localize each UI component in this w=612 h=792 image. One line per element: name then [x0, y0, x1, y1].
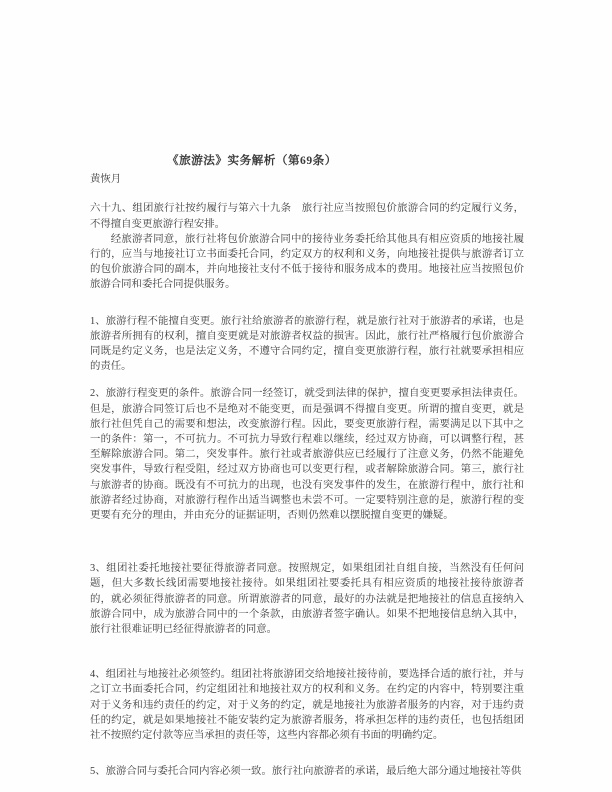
paragraph-point-4: 4、组团社与地接社必须签约。组团社将旅游团交给地接社接待前，要选择合适的旅行社，并与之订立书面委托合同，约定组团社和地接社双方的权利和义务。在约定的内容中，特别要注重对于义务和违约责任的约定，对于义务的约定，就是地接社为旅游者服务的内容，对于违约责任的约定，就是如果地接社不能安装约定为旅游者服务，将承担怎样的违约责任，也包括组团社不按照约定付款等应当承担的责任等，这些内容都必须有书面的明确约定。	[90, 669, 524, 742]
paragraph-article-69: 六十九、组团旅行社按约履行与第六十九条 旅行社应当按照包价旅游合同的约定履行义务，不得擅自变更旅游行程安排。	[90, 203, 524, 230]
paragraph-point-2: 2、旅游行程变更的条件。旅游合同一经签订，就受到法律的保护，擅自变更要承担法律责任。但是，旅游合同签订后也不是绝对不能变更，而是强调不得擅自变更。所谓的擅自变更，就是旅行社但凭自己的需要和想法，改变旅游行程。因此，要变更旅游行程，需要满足以下其中之一的条件：第一，不可抗力。不可抗力导致行程难以继续，经过双方协商，可以调整行程，甚至解除旅游合同。第二，突发事件。旅行社或者旅游供应已经履行了注意义务，仍然不能避免突发事件，导致行程受阻，经过双方协商也可以变更行程，或者解除旅游合同。第三，旅行社与旅游者的协商。既没有不可抗力的出现，也没有突发事件的发生，在旅游行程中，旅行社和旅游者经过协商，对旅游行程作出适当调整也未尝不可。一定要特别注意的是，旅游行程的变更要有充分的理由，并由充分的证据证明，否则仍然难以摆脱擅自变更的嫌疑。	[90, 388, 524, 522]
document-title: 《旅游法》实务解析（第69条）	[167, 154, 337, 167]
paragraph-point-1: 1、旅游行程不能擅自变更。旅行社给旅游者的旅游行程，就是旅行社对于旅游者的承诺，也是旅游者所拥有的权利，擅自变更就是对旅游者权益的损害。因此，旅行社严格履行包价旅游合同既是约定义务，也是法定义务，不遵守合同约定，擅自变更旅游行程，旅行社就要承担相应的责任。	[90, 315, 524, 373]
paragraph-point-3: 3、组团社委托地接社要征得旅游者同意。按照规定，如果组团社自组自接，当然没有任何问题，但大多数长线团需要地接社接待。如果组团社要委托具有相应资质的地接社接待旅游者的，就必须征得旅游者的同意。所谓旅游者的同意，最好的办法就是把地接社的信息直接纳入旅游合同中，成为旅游合同中的一个条款，由旅游者签字确认。如果不把地接信息纳入其中，旅行社很难证明已经征得旅游者的同意。	[90, 563, 524, 636]
document-author: 黄恢月	[90, 174, 122, 186]
paragraph-article-69-continued: 经旅游者同意，旅行社将包价旅游合同中的接待业务委托给其他具有相应资质的地接社履行的，应当与地接社订立书面委托合同，约定双方的权利和义务，向地接社提供与旅游者订立的包价旅游合同的副本，并向地接社支付不低于接待和服务成本的费用。地接社应当按照包价旅游合同和委托合同提供服务。	[90, 233, 524, 291]
text-block	[90, 153, 524, 780]
paragraph-point-5: 5、旅游合同与委托合同内容必须一致。旅行社向旅游者的承诺，最后绝大部分通过地接社等供	[90, 766, 522, 778]
